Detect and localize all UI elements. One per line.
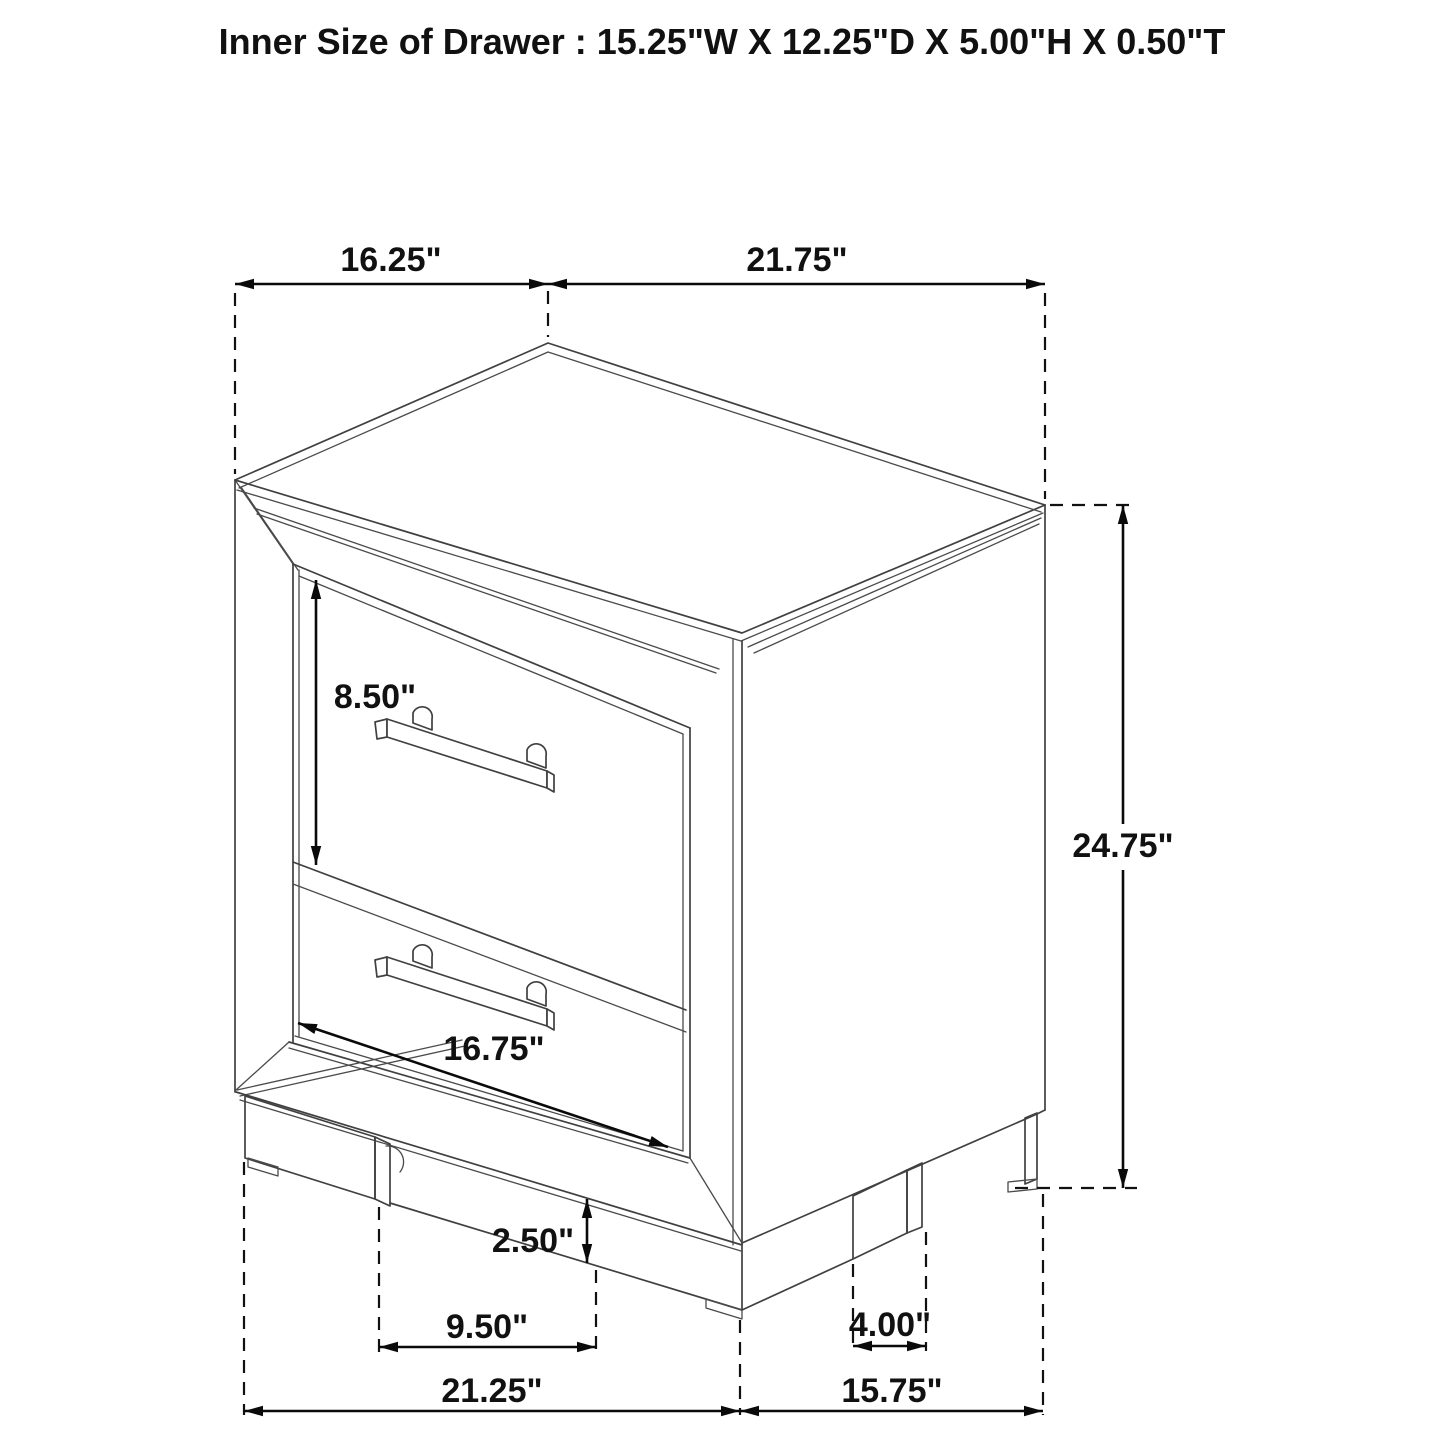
bottom-bevel-frame — [236, 1036, 742, 1251]
dim-overall-width — [244, 1372, 740, 1411]
dim-side-leg-width-label: 4.00" — [848, 1306, 932, 1344]
dim-overall-depth — [740, 1372, 1043, 1411]
dim-drawer-front-height-label: 8.50" — [333, 678, 417, 716]
drawer-opening-frame — [293, 564, 690, 1158]
dim-top-depth — [235, 241, 548, 284]
dim-base-clearance-height — [492, 1199, 587, 1263]
top-bevel-frame — [235, 480, 1041, 673]
dim-overall-width-label: 21.25" — [441, 1372, 543, 1410]
dim-top-depth-label: 16.25" — [340, 241, 442, 279]
dim-base-clearance-height-label: 2.50" — [491, 1222, 575, 1260]
dim-front-leg-spacing-label: 9.50" — [445, 1308, 529, 1346]
nightstand-line-art — [235, 343, 1045, 1319]
cabinet-outer-edges — [235, 480, 1045, 1310]
dim-side-leg-width — [849, 1306, 931, 1346]
diagram-title: Inner Size of Drawer : 15.25"W X 12.25"D X 5.00"H X 0.50"T — [218, 21, 1226, 62]
dim-drawer-front-height — [316, 580, 416, 865]
dim-top-width-label: 21.75" — [746, 241, 848, 279]
dim-top-width — [548, 241, 1045, 284]
dim-overall-height — [1072, 505, 1173, 1188]
dim-front-leg-spacing — [379, 1308, 596, 1347]
extension-lines — [235, 291, 1137, 1415]
dim-drawer-opening-width-label: 16.75" — [443, 1030, 545, 1068]
base-and-legs — [245, 1096, 1037, 1319]
dim-overall-height-label: 24.75" — [1072, 827, 1174, 865]
dim-overall-depth-label: 15.75" — [841, 1372, 943, 1410]
top-surface — [235, 343, 1045, 641]
drawer-2-handle — [375, 945, 554, 1030]
drawer-1-handle — [375, 707, 554, 792]
